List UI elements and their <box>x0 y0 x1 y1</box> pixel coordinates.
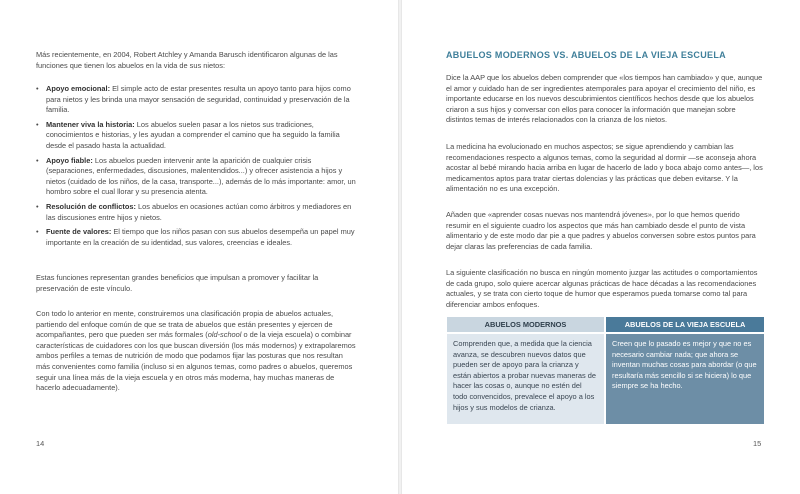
bullet-icon: • <box>36 84 39 93</box>
list-item-text: Los abuelos pueden intervenir ante la aparición de cualquier crisis (separaciones, enfermedades, discusiones, malentendidos...) y ofrecer asistencia a hijos y nietos (cuidado de los niños, de la casa, transporte...), además de lo más importante: amor, un hombro sobre el cual llorar y su presencia atenta. <box>46 155 356 197</box>
classification-text-emphasis: old-school <box>207 330 242 340</box>
classification-text-start: Con todo lo anterior en mente, construiremos una clasificación propia de abuelos actuales, partiendo del enfoque común de que se trata de abuelos que están presentes y ejercen de acompañantes, pero que pueden ser más formales ( <box>36 309 334 340</box>
bullet-icon: • <box>36 227 39 237</box>
left-paragraph-benefits: Estas funciones representan grandes beneficios que impulsan a promover y facilitar la preservación de este vínculo. <box>36 273 319 293</box>
table-header-modern <box>447 317 604 332</box>
list-item-term: Apoyo emocional: <box>46 84 111 93</box>
list-item <box>36 202 356 223</box>
table-cell-old-school <box>606 334 764 424</box>
right-page <box>402 0 800 494</box>
list-item-text: El simple acto de estar presentes resulta un apoyo tanto para hijos como para nietos y les brinda una mayor sensación de seguridad, continuidad y preservación de la familia. <box>46 84 351 115</box>
right-paragraph-medicine: La medicina ha evolucionado en muchos aspectos; se sigue aprendiendo y cambian las recomendaciones respecto a algunos temas, como la seguridad al dormir —se aconseja ahora acostar al bebé mirando hacia arriba en lugar de hacerlo de lado y boca abajo como antes—, los medicamentos aptos para tratar ciertas dolencias y las prácticas que deben evitarse. Y la alimentación no es una excepción. <box>446 142 763 194</box>
list-item-term: Resolución de conflictos: <box>46 201 136 211</box>
table-header-old-school <box>606 317 764 332</box>
grandparent-functions-list <box>36 84 356 252</box>
comparison-table <box>447 317 764 424</box>
list-item-text: Los abuelos suelen pasar a los nietos sus tradiciones, conocimientos e historias, y les ayudan a comprender el camino que ha seguido la familia desde el pasado hasta la actualidad. <box>46 119 340 150</box>
list-item-term: Fuente de valores: <box>46 227 112 237</box>
page-number-right: 15 <box>753 439 762 448</box>
page-number-left: 14 <box>36 439 45 448</box>
left-paragraph-classification <box>36 309 356 394</box>
list-item <box>36 84 356 116</box>
list-item-term: Mantener viva la historia: <box>46 119 135 129</box>
list-item-text: El tiempo que los niños pasan con sus abuelos desempeña un papel muy importante en la creación de su identidad, sus valores, creencias e ideales. <box>46 227 355 247</box>
list-item-term: Apoyo fiable: <box>46 155 93 165</box>
table-header-label: ABUELOS DE LA VIEJA ESCUELA <box>624 320 746 329</box>
bullet-icon: • <box>36 119 39 129</box>
list-item <box>36 156 356 198</box>
right-paragraph-summary: Añaden que «aprender cosas nuevas nos mantendrá jóvenes», por lo que hemos querido resumir en el siguiente cuadro los aspectos que más han cambiado desde el punto de vista alimentario y de este modo dar pie a que padres y abuelos conversen sobre estos puntos para dejar claras las preferencias de cada familia. <box>446 210 756 251</box>
right-paragraph-aap: Dice la AAP que los abuelos deben comprender que «los tiempos han cambiado» y que, aunque el amor y cuidado han de ser ingredientes atemporales para apoyar el crecimiento del niño, es importante educarse en los nuevos descubrimientos científicos hechos desde que los abuelos criaron a sus hijos y conversar con ellos para conocer la información que manejan sobre distintos temas de interés relacionados con la crianza de los nietos. <box>446 73 763 125</box>
classification-text-end: o de la vieja escuela) o combinar características de cuidadores con los que buscan diversión (los más modernos) y extrapolaremos ambos perfiles a temas de nutrición de modo que podamos fijar las posturas que nos resultan más convenientes como familia (incluso si en algunos temas, como padres o abuelos, queremos seguir una línea más de la vieja escuela y en otros más moderna, hay muchas maneras de hacerlo adecuadamente). <box>36 330 356 393</box>
table-cell-text: Comprenden que, a medida que la ciencia avanza, se descubren nuevos datos que pueden ser de apoyo para la crianza y están abiertos a probar nuevas maneras de hacer las cosas o, aunque no estén del todo convencidos, prevalece el apoyo a los hijos y sus modelos de crianza. <box>453 339 596 412</box>
list-item <box>36 120 356 152</box>
list-item-text: Los abuelos en ocasiones actúan como árbitros y mediadores en las discusiones entre hijos y nietos. <box>46 201 352 222</box>
bullet-icon: • <box>36 201 39 211</box>
left-intro-paragraph: Más recientemente, en 2004, Robert Atchley y Amanda Barusch identificaron algunas de las funciones que tienen los abuelos en la vida de sus nietos: <box>36 50 338 70</box>
left-page <box>0 0 398 494</box>
right-paragraph-classification: La siguiente clasificación no busca en ningún momento juzgar las actitudes o comportamientos de cada grupo, solo quiere acercar algunas prácticas de hace décadas a las recomendaciones actuales, y se trata con cierto toque de humor que esperamos pueda tomarse como tal para diferenciar ambos enfoques. <box>446 268 758 309</box>
table-cell-modern <box>447 334 604 424</box>
table-header-label: ABUELOS MODERNOS <box>484 320 567 329</box>
table-cell-text: Creen que lo pasado es mejor y que no es necesario cambiar nada; que ahora se inventan muchas cosas para abordar (o que resultaría más sencillo si se hiciera) lo que siempre se ha hecho. <box>612 339 757 391</box>
list-item <box>36 227 356 248</box>
section-title: ABUELOS MODERNOS VS. ABUELOS DE LA VIEJA ESCUELA <box>446 50 726 60</box>
bullet-icon: • <box>36 155 39 165</box>
